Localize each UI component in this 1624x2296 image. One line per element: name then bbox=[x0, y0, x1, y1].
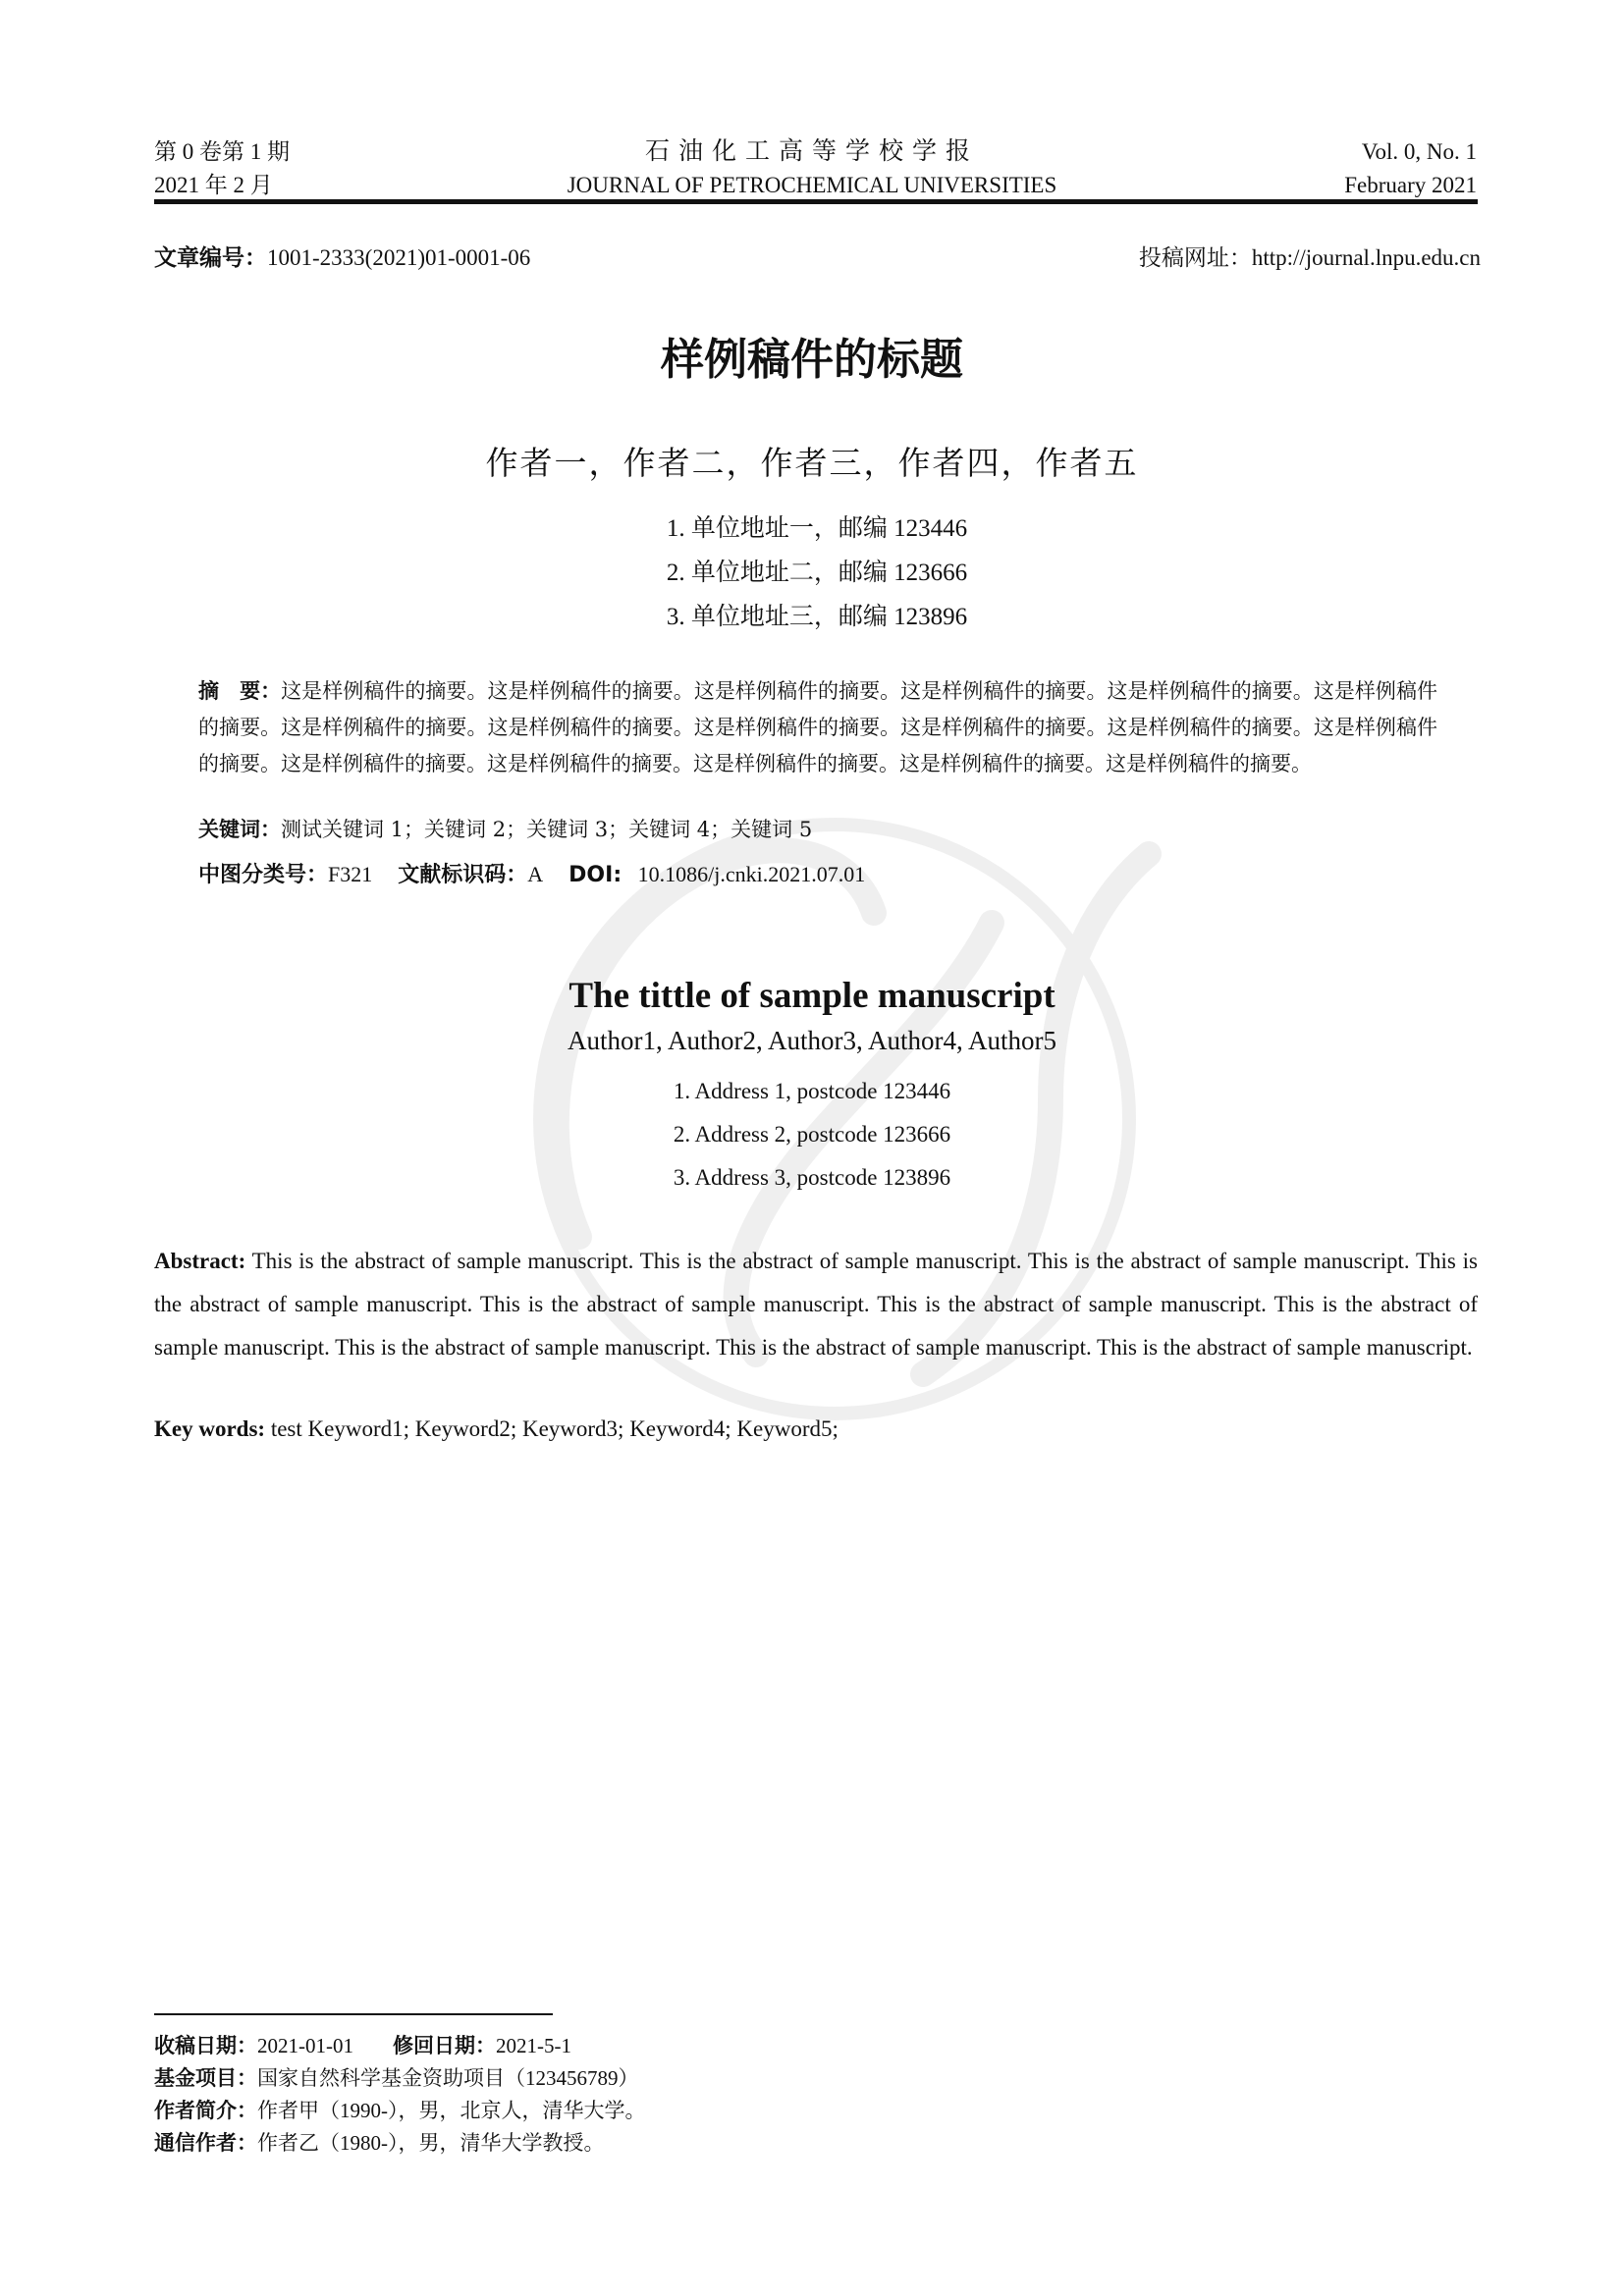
keywords-cn-text: 测试关键词 1；关键词 2；关键词 3；关键词 4；关键词 5 bbox=[281, 818, 813, 841]
header-volume-en: Vol. 0, No. 1 bbox=[1361, 139, 1477, 164]
affiliation-cn: 1. 单位地址一，邮编 123446 bbox=[666, 515, 968, 542]
footnotes bbox=[154, 2030, 646, 2160]
abstract-cn-label: 摘 要： bbox=[198, 679, 282, 703]
header-date-en: February 2021 bbox=[1344, 173, 1477, 197]
footnote-fund bbox=[154, 2062, 646, 2095]
corresponding-label: 通信作者： bbox=[154, 2131, 257, 2155]
header-center bbox=[442, 135, 1182, 202]
abstract-en-text: This is the abstract of sample manuscript. This is the abstract of sample manuscript. This is the abstract of sample manuscript. This is the abstract of sample manuscript. This is the abstract of sample manuscript. This is the abstract of sample manuscript. This is the abstract of sample manuscript. This is the abstract of sample manuscript. This is the abstract of sample manuscript. This is the abstract of sample manuscript. bbox=[154, 1249, 1478, 1360]
clc-value: F321 bbox=[328, 862, 373, 886]
doc-code-label: 文献标识码： bbox=[398, 863, 528, 887]
header-left bbox=[154, 135, 290, 202]
fund-text: 国家自然科学基金资助项目（123456789） bbox=[257, 2066, 639, 2090]
header-rule bbox=[154, 199, 1478, 204]
affiliation-en: 3. Address 3, postcode 123896 bbox=[673, 1165, 951, 1190]
footnote-corresponding bbox=[154, 2127, 646, 2160]
affiliation-cn: 2. 单位地址二，邮编 123666 bbox=[666, 560, 968, 586]
header-volume-cn: 第 0 卷第 1 期 bbox=[154, 139, 290, 164]
keywords-cn-label: 关键词： bbox=[198, 818, 281, 841]
affiliations-en bbox=[0, 1070, 1624, 1200]
clc-label: 中图分类号： bbox=[198, 863, 329, 887]
doc-code-value: A bbox=[527, 862, 544, 886]
submission-url-link[interactable]: http://journal.lnpu.edu.cn bbox=[1251, 245, 1481, 270]
revised-date: 2021-5-1 bbox=[496, 2034, 571, 2057]
revised-label: 修回日期： bbox=[393, 2034, 496, 2057]
affiliation-cn: 3. 单位地址三，邮编 123896 bbox=[666, 604, 968, 630]
article-number-label: 文章编号： bbox=[154, 245, 267, 271]
doi-value[interactable]: 10.1086/j.cnki.2021.07.01 bbox=[637, 862, 866, 886]
title-en: The tittle of sample manuscript bbox=[568, 976, 1056, 1016]
author-bio-text: 作者甲（1990-），男，北京人，清华大学。 bbox=[257, 2099, 646, 2122]
affiliation-en: 1. Address 1, postcode 123446 bbox=[673, 1079, 951, 1103]
journal-name-en: JOURNAL OF PETROCHEMICAL UNIVERSITIES bbox=[567, 173, 1057, 197]
abstract-en bbox=[154, 1240, 1478, 1369]
submission-url bbox=[1139, 240, 1481, 272]
journal-name-cn: 石油化工高等学校学报 bbox=[644, 138, 979, 165]
authors-en: Author1, Author2, Author3, Author4, Author5 bbox=[568, 1026, 1056, 1055]
article-number bbox=[154, 240, 530, 272]
received-date: 2021-01-01 bbox=[257, 2034, 353, 2057]
authors-cn: 作者一，作者二，作者三，作者四，作者五 bbox=[485, 444, 1139, 482]
affiliations-cn bbox=[0, 507, 1624, 639]
keywords-en-label: Key words: bbox=[154, 1416, 266, 1441]
abstract-en-label: Abstract: bbox=[154, 1249, 246, 1273]
keywords-en-text: test Keyword1; Keyword2; Keyword3; Keyword4; Keyword5; bbox=[270, 1416, 839, 1441]
abstract-cn bbox=[198, 673, 1437, 782]
submission-url-label: 投稿网址： bbox=[1138, 245, 1252, 270]
affiliation-en: 2. Address 2, postcode 123666 bbox=[673, 1122, 951, 1147]
keywords-en bbox=[154, 1416, 839, 1442]
author-bio-label: 作者简介： bbox=[154, 2099, 257, 2122]
footnote-rule bbox=[154, 2013, 553, 2015]
footnote-dates bbox=[154, 2030, 646, 2062]
article-number-value: 1001-2333(2021)01-0001-06 bbox=[267, 245, 531, 270]
title-cn: 样例稿件的标题 bbox=[661, 335, 963, 385]
fund-label: 基金项目： bbox=[154, 2066, 257, 2090]
keywords-cn bbox=[198, 814, 812, 843]
classification-line bbox=[198, 858, 865, 888]
corresponding-text: 作者乙（1980-），男，清华大学教授。 bbox=[257, 2131, 605, 2155]
header-right bbox=[1344, 135, 1477, 202]
header-date-cn: 2021 年 2 月 bbox=[154, 173, 273, 197]
footnote-author-bio bbox=[154, 2095, 646, 2127]
abstract-cn-text: 这是样例稿件的摘要。这是样例稿件的摘要。这是样例稿件的摘要。这是样例稿件的摘要。这是样例稿件的摘要。这是样例稿件的摘要。这是样例稿件的摘要。这是样例稿件的摘要。这是样例稿件的摘要。这是样例稿件的摘要。这是样例稿件的摘要。这是样例稿件的摘要。这是样例稿件的摘要。这是样例稿件的摘要。这是样例稿件的摘要。这是样例稿件的摘要。这是样例稿件的摘要。 bbox=[198, 679, 1437, 775]
doi-label: DOI: bbox=[568, 863, 623, 887]
received-label: 收稿日期： bbox=[154, 2034, 257, 2057]
